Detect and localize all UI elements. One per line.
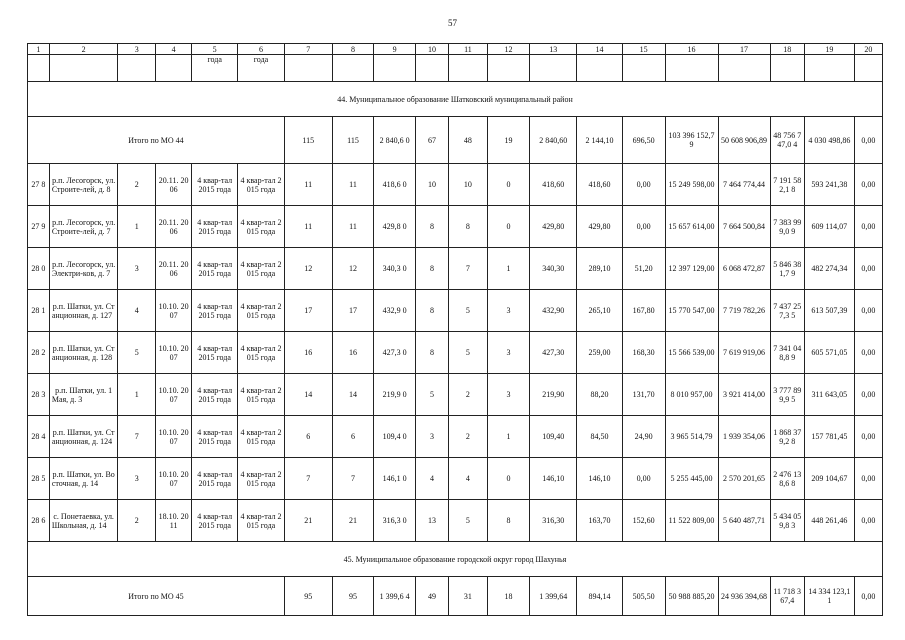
table-cell: 7 341 048,8 9 (770, 332, 804, 374)
table-cell: 1 939 354,06 (718, 416, 770, 458)
year-caption-cell (665, 55, 718, 82)
year-caption-cell (284, 55, 332, 82)
table-cell: 10.10. 2007 (155, 332, 191, 374)
total-cell: 2 144,10 (577, 117, 623, 164)
total-cell: 50 988 885,20 (665, 577, 718, 616)
year-caption-cell: года (192, 55, 238, 82)
table-cell: 3 (487, 332, 530, 374)
column-number-cell: 4 (155, 44, 191, 55)
total-cell: 0,00 (854, 577, 882, 616)
table-cell: 28 4 (28, 416, 50, 458)
year-caption-cell (332, 55, 374, 82)
year-caption-cell: года (238, 55, 285, 82)
table-cell: 429,80 (577, 206, 623, 248)
total-label: Итого по МО 44 (28, 117, 285, 164)
table-cell: 593 241,38 (804, 164, 854, 206)
table-cell: 3 (118, 458, 155, 500)
table-cell: 7 464 774,44 (718, 164, 770, 206)
table-cell: 17 (284, 290, 332, 332)
year-caption-cell (118, 55, 155, 82)
year-caption-cell (622, 55, 665, 82)
table-cell: 4 квар-тал 2015 года (238, 164, 285, 206)
total-cell: 2 840,6 0 (374, 117, 416, 164)
table-cell: 5 (449, 500, 487, 542)
table-cell: 20.11. 2006 (155, 248, 191, 290)
table-row (28, 374, 883, 416)
table-cell: 14 (284, 374, 332, 416)
table-cell: 613 507,39 (804, 290, 854, 332)
table-cell: 2 (449, 374, 487, 416)
table-cell: 5 640 487,71 (718, 500, 770, 542)
table-cell: 21 (332, 500, 374, 542)
table-cell: 1 868 379,2 8 (770, 416, 804, 458)
table-cell: 27 9 (28, 206, 50, 248)
table-cell: 88,20 (577, 374, 623, 416)
table-cell: 11 (332, 206, 374, 248)
total-cell: 1 399,64 (530, 577, 577, 616)
column-number-cell: 13 (530, 44, 577, 55)
table-cell: 20.11. 2006 (155, 206, 191, 248)
table-cell: 0,00 (854, 332, 882, 374)
table-cell: 432,90 (530, 290, 577, 332)
table-cell: 429,80 (530, 206, 577, 248)
year-caption-row (28, 55, 883, 82)
table-cell: 0 (487, 206, 530, 248)
table-cell: 28 0 (28, 248, 50, 290)
table-row (28, 458, 883, 500)
table-cell: 418,60 (530, 164, 577, 206)
table-cell: 2 (449, 416, 487, 458)
total-cell: 95 (284, 577, 332, 616)
table-cell: 219,9 0 (374, 374, 416, 416)
table-cell: 3 965 514,79 (665, 416, 718, 458)
column-number-cell: 19 (804, 44, 854, 55)
table-cell: 0,00 (854, 500, 882, 542)
table-cell: 2 (118, 500, 155, 542)
register-table (27, 43, 883, 616)
table-cell: 28 5 (28, 458, 50, 500)
section-heading-row (28, 82, 883, 117)
table-row (28, 500, 883, 542)
table-cell: 316,3 0 (374, 500, 416, 542)
table-cell: 609 114,07 (804, 206, 854, 248)
table-cell: 15 770 547,00 (665, 290, 718, 332)
table-cell: 8 (449, 206, 487, 248)
total-cell: 24 936 394,68 (718, 577, 770, 616)
table-cell: 146,10 (530, 458, 577, 500)
table-cell: 28 1 (28, 290, 50, 332)
table-cell: 7 383 999,0 9 (770, 206, 804, 248)
table-cell: 340,3 0 (374, 248, 416, 290)
table-cell: 10 (415, 164, 448, 206)
total-cell: 67 (415, 117, 448, 164)
table-cell: 4 квар-тал 2015 года (238, 500, 285, 542)
column-number-cell: 11 (449, 44, 487, 55)
table-cell: 4 (449, 458, 487, 500)
table-cell: 10 (449, 164, 487, 206)
table-cell: 4 квар-тал 2015 года (238, 290, 285, 332)
total-cell: 103 396 152,79 (665, 117, 718, 164)
year-caption-cell (449, 55, 487, 82)
column-number-cell: 9 (374, 44, 416, 55)
column-number-cell: 8 (332, 44, 374, 55)
table-cell: 3 921 414,00 (718, 374, 770, 416)
table-cell: 15 657 614,00 (665, 206, 718, 248)
table-cell: 1 (487, 416, 530, 458)
table-cell: 5 434 059,8 3 (770, 500, 804, 542)
total-cell: 18 (487, 577, 530, 616)
table-cell: 4 квар-тал 2015 года (238, 374, 285, 416)
table-cell: 8 (415, 206, 448, 248)
table-cell: 12 (332, 248, 374, 290)
table-row (28, 290, 883, 332)
table-cell: 1 (118, 374, 155, 416)
total-cell: 894,14 (577, 577, 623, 616)
column-number-row (28, 44, 883, 55)
table-cell: 20.11. 2006 (155, 164, 191, 206)
table-cell: 7 437 257,3 5 (770, 290, 804, 332)
table-cell: 265,10 (577, 290, 623, 332)
table-cell: 27 8 (28, 164, 50, 206)
table-cell: 2 476 138,6 8 (770, 458, 804, 500)
table-cell: 259,00 (577, 332, 623, 374)
table-cell: 21 (284, 500, 332, 542)
table-cell: 0,00 (854, 458, 882, 500)
table-cell: 24,90 (622, 416, 665, 458)
table-cell: 4 квар-тал 2015 года (192, 290, 238, 332)
table-cell: 28 2 (28, 332, 50, 374)
table-cell: 7 (332, 458, 374, 500)
table-cell: 7 (284, 458, 332, 500)
column-number-cell: 7 (284, 44, 332, 55)
column-number-cell: 17 (718, 44, 770, 55)
total-cell: 14 334 123,11 (804, 577, 854, 616)
table-cell: 4 (118, 290, 155, 332)
total-cell: 4 030 498,86 (804, 117, 854, 164)
column-number-cell: 1 (28, 44, 50, 55)
table-cell: 7 191 582,1 8 (770, 164, 804, 206)
table-cell: 11 (284, 164, 332, 206)
table-cell: 3 (487, 290, 530, 332)
table-cell: 316,30 (530, 500, 577, 542)
table-cell: 146,10 (577, 458, 623, 500)
table-cell: 11 (332, 164, 374, 206)
total-cell: 48 756 747,0 4 (770, 117, 804, 164)
table-cell: 51,20 (622, 248, 665, 290)
table-cell: 429,8 0 (374, 206, 416, 248)
address-cell: р.п. Шатки, ул. Станционная, д. 127 (49, 290, 118, 332)
table-cell: 13 (415, 500, 448, 542)
column-number-cell: 10 (415, 44, 448, 55)
table-cell: 427,30 (530, 332, 577, 374)
address-cell: р.п. Лесогорск, ул. Строите-лей, д. 7 (49, 206, 118, 248)
table-cell: 14 (332, 374, 374, 416)
table-cell: 11 522 809,00 (665, 500, 718, 542)
table-cell: 146,1 0 (374, 458, 416, 500)
year-caption-cell (374, 55, 416, 82)
table-row (28, 248, 883, 290)
column-number-cell: 15 (622, 44, 665, 55)
total-cell: 95 (332, 577, 374, 616)
table-cell: 418,6 0 (374, 164, 416, 206)
address-cell: р.п. Лесогорск, ул. Электри-ков, д. 7 (49, 248, 118, 290)
table-cell: 3 (415, 416, 448, 458)
address-cell: р.п. Шатки, ул. Станционная, д. 128 (49, 332, 118, 374)
total-cell: 49 (415, 577, 448, 616)
table-cell: 209 104,67 (804, 458, 854, 500)
table-cell: 3 777 899,9 5 (770, 374, 804, 416)
table-cell: 448 261,46 (804, 500, 854, 542)
column-number-cell: 6 (238, 44, 285, 55)
total-cell: 2 840,60 (530, 117, 577, 164)
year-caption-cell (530, 55, 577, 82)
table-cell: 0,00 (622, 164, 665, 206)
total-cell: 696,50 (622, 117, 665, 164)
table-cell: 163,70 (577, 500, 623, 542)
table-cell: 28 3 (28, 374, 50, 416)
year-caption-cell (415, 55, 448, 82)
table-cell: 4 (415, 458, 448, 500)
year-caption-cell (804, 55, 854, 82)
section-title: 44. Муниципальное образование Шатковский муниципальный район (28, 82, 883, 117)
table-cell: 15 249 598,00 (665, 164, 718, 206)
table-cell: 109,40 (530, 416, 577, 458)
table-cell: 4 квар-тал 2015 года (192, 458, 238, 500)
table-cell: 167,80 (622, 290, 665, 332)
table-cell: 28 6 (28, 500, 50, 542)
table-cell: 7 619 919,06 (718, 332, 770, 374)
table-cell: 10.10. 2007 (155, 458, 191, 500)
table-cell: 0,00 (854, 374, 882, 416)
column-number-cell: 12 (487, 44, 530, 55)
year-caption-cell (49, 55, 118, 82)
address-cell: р.п. Шатки, ул. Восточная, д. 14 (49, 458, 118, 500)
table-cell: 16 (332, 332, 374, 374)
page-number: 57 (448, 18, 457, 28)
table-cell: 4 квар-тал 2015 года (192, 416, 238, 458)
total-cell: 0,00 (854, 117, 882, 164)
table-cell: 6 068 472,87 (718, 248, 770, 290)
table-cell: 4 квар-тал 2015 года (192, 332, 238, 374)
table-cell: 12 (284, 248, 332, 290)
total-cell: 50 608 906,89 (718, 117, 770, 164)
table-cell: 8 010 957,00 (665, 374, 718, 416)
table-cell: 11 (284, 206, 332, 248)
table-cell: 0 (487, 164, 530, 206)
column-number-cell: 16 (665, 44, 718, 55)
table-cell: 8 (415, 248, 448, 290)
total-cell: 48 (449, 117, 487, 164)
table-cell: 15 566 539,00 (665, 332, 718, 374)
table-cell: 5 (449, 332, 487, 374)
table-cell: 3 (487, 374, 530, 416)
table-cell: 340,30 (530, 248, 577, 290)
table-cell: 0,00 (854, 206, 882, 248)
table-cell: 7 664 500,84 (718, 206, 770, 248)
table-cell: 4 квар-тал 2015 года (238, 206, 285, 248)
table-cell: 18.10. 2011 (155, 500, 191, 542)
table-cell: 4 квар-тал 2015 года (192, 164, 238, 206)
total-cell: 115 (332, 117, 374, 164)
total-cell: 505,50 (622, 577, 665, 616)
table-cell: 427,3 0 (374, 332, 416, 374)
year-caption-cell (155, 55, 191, 82)
table-cell: 1 (118, 206, 155, 248)
column-number-cell: 18 (770, 44, 804, 55)
table-cell: 109,4 0 (374, 416, 416, 458)
table-cell: 12 397 129,00 (665, 248, 718, 290)
table-cell: 4 квар-тал 2015 года (238, 416, 285, 458)
table-cell: 0,00 (854, 290, 882, 332)
year-caption-cell (770, 55, 804, 82)
section-heading-row (28, 542, 883, 577)
year-caption-cell (28, 55, 50, 82)
table-cell: 5 846 381,7 9 (770, 248, 804, 290)
table-cell: 5 255 445,00 (665, 458, 718, 500)
table-cell: 482 274,34 (804, 248, 854, 290)
total-cell: 19 (487, 117, 530, 164)
year-caption-cell (577, 55, 623, 82)
address-cell: р.п. Лесогорск, ул. Строите-лей, д. 8 (49, 164, 118, 206)
table-cell: 0,00 (854, 248, 882, 290)
address-cell: с. Понетаевка, ул. Школьная, д. 14 (49, 500, 118, 542)
table-cell: 84,50 (577, 416, 623, 458)
table-cell: 4 квар-тал 2015 года (192, 374, 238, 416)
column-number-cell: 3 (118, 44, 155, 55)
column-number-cell: 5 (192, 44, 238, 55)
table-cell: 1 (487, 248, 530, 290)
table-cell: 432,9 0 (374, 290, 416, 332)
table-row (28, 332, 883, 374)
table-cell: 8 (415, 290, 448, 332)
year-caption-cell (487, 55, 530, 82)
table-cell: 0 (487, 458, 530, 500)
total-label: Итого по МО 45 (28, 577, 285, 616)
table-cell: 219,90 (530, 374, 577, 416)
table-cell: 0,00 (622, 206, 665, 248)
table-cell: 5 (118, 332, 155, 374)
table-cell: 10.10. 2007 (155, 374, 191, 416)
table-cell: 168,30 (622, 332, 665, 374)
section-title: 45. Муниципальное образование городской округ город Шахунья (28, 542, 883, 577)
address-cell: р.п. Шатки, ул. Станционная, д. 124 (49, 416, 118, 458)
table-cell: 10.10. 2007 (155, 290, 191, 332)
table-cell: 6 (332, 416, 374, 458)
table-cell: 16 (284, 332, 332, 374)
total-cell: 11 718 367,4 (770, 577, 804, 616)
table-cell: 0,00 (622, 458, 665, 500)
table-row (28, 206, 883, 248)
table-cell: 8 (487, 500, 530, 542)
table-cell: 6 (284, 416, 332, 458)
table-cell: 5 (415, 374, 448, 416)
table-cell: 7 719 782,26 (718, 290, 770, 332)
table-cell: 7 (449, 248, 487, 290)
table-cell: 157 781,45 (804, 416, 854, 458)
table-row (28, 416, 883, 458)
table-cell: 5 (449, 290, 487, 332)
section-total-row (28, 117, 883, 164)
table-cell: 4 квар-тал 2015 года (192, 206, 238, 248)
section-total-row (28, 577, 883, 616)
table-cell: 3 (118, 248, 155, 290)
table-cell: 289,10 (577, 248, 623, 290)
total-cell: 31 (449, 577, 487, 616)
table-cell: 418,60 (577, 164, 623, 206)
table-cell: 4 квар-тал 2015 года (192, 248, 238, 290)
table-cell: 10.10. 2007 (155, 416, 191, 458)
table-cell: 4 квар-тал 2015 года (192, 500, 238, 542)
table-cell: 4 квар-тал 2015 года (238, 332, 285, 374)
table-cell: 311 643,05 (804, 374, 854, 416)
column-number-cell: 20 (854, 44, 882, 55)
year-caption-cell (718, 55, 770, 82)
table-cell: 0,00 (854, 164, 882, 206)
table-cell: 17 (332, 290, 374, 332)
table-cell: 4 квар-тал 2015 года (238, 458, 285, 500)
year-caption-cell (854, 55, 882, 82)
table-cell: 605 571,05 (804, 332, 854, 374)
column-number-cell: 2 (49, 44, 118, 55)
table-cell: 8 (415, 332, 448, 374)
table-cell: 2 (118, 164, 155, 206)
address-cell: р.п. Шатки, ул. 1 Мая, д. 3 (49, 374, 118, 416)
table-cell: 0,00 (854, 416, 882, 458)
table-cell: 4 квар-тал 2015 года (238, 248, 285, 290)
table-cell: 152,60 (622, 500, 665, 542)
total-cell: 1 399,6 4 (374, 577, 416, 616)
table-cell: 2 570 201,65 (718, 458, 770, 500)
column-number-cell: 14 (577, 44, 623, 55)
table-cell: 7 (118, 416, 155, 458)
table-cell: 131,70 (622, 374, 665, 416)
total-cell: 115 (284, 117, 332, 164)
table-row (28, 164, 883, 206)
